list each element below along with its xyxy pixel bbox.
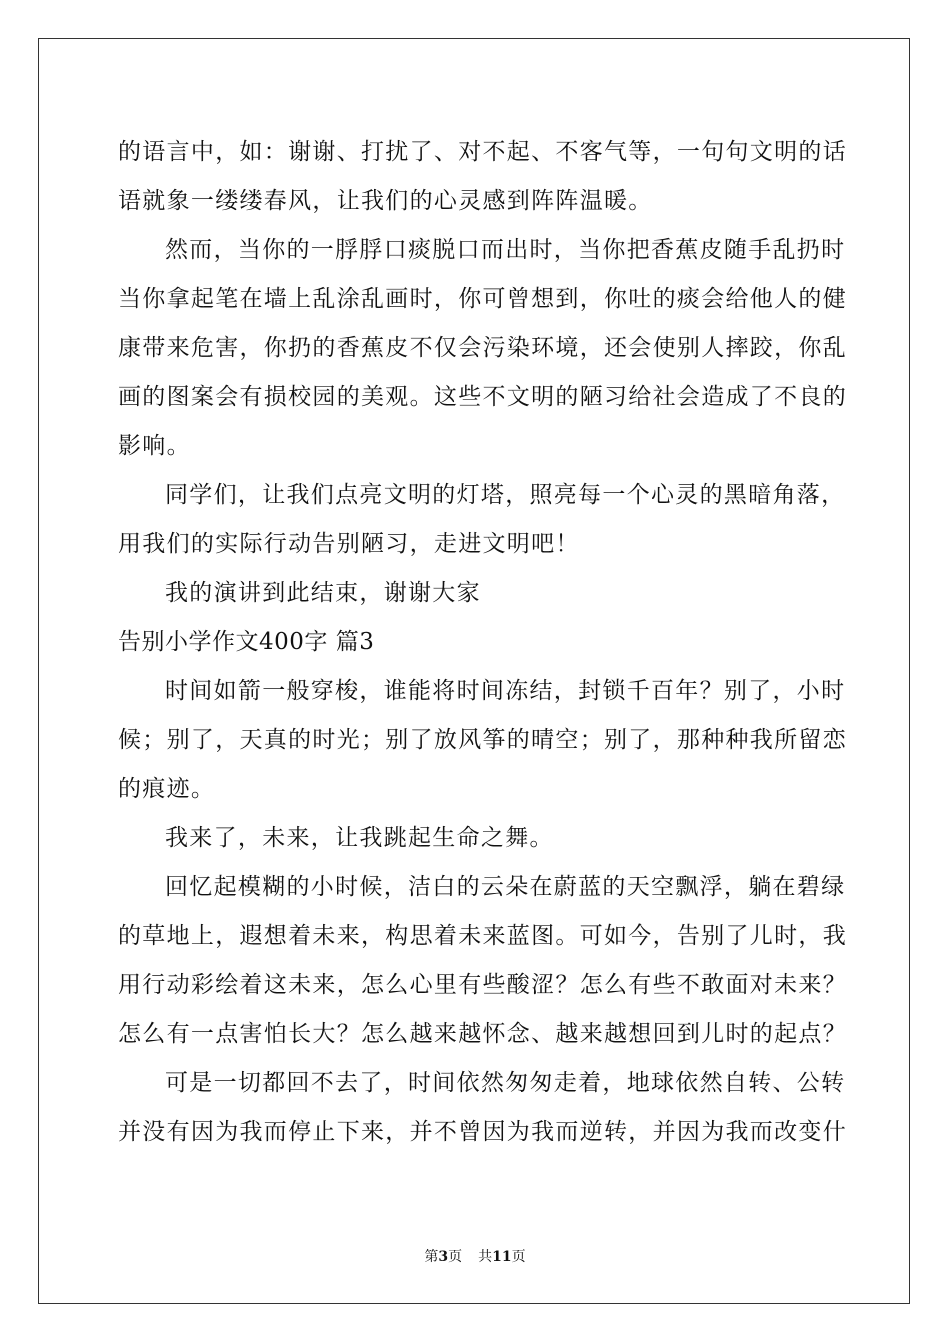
page-footer xyxy=(0,1246,950,1266)
footer-total-prefix: 共 xyxy=(478,1249,493,1265)
paragraph-line: 用行动彩绘着这未来，怎么心里有些酸涩？怎么有些不敢面对未来？ xyxy=(118,972,847,998)
paragraph xyxy=(118,863,847,1059)
paragraph-line: 的痕迹。 xyxy=(118,776,216,802)
paragraph-line: 并没有因为我而停止下来，并不曾因为我而逆转，并因为我而改变什 xyxy=(118,1119,847,1145)
heading-text: 告别小学作文400字 篇3 xyxy=(118,629,375,655)
paragraph-line: 语就象一缕缕春风，让我们的心灵感到阵阵温暖。 xyxy=(118,188,653,214)
footer-total-number: 11 xyxy=(492,1249,512,1265)
footer-page-suffix: 页 xyxy=(448,1249,463,1265)
paragraph-line: 我的演讲到此结束，谢谢大家 xyxy=(165,580,481,606)
paragraph-line: 的草地上，遐想着未来，构思着未来蓝图。可如今，告别了儿时，我 xyxy=(118,923,847,949)
paragraph xyxy=(118,471,846,569)
paragraph xyxy=(118,814,838,863)
paragraph-line: 康带来危害，你扔的香蕉皮不仅会污染环境，还会使别人摔跤，你乱 xyxy=(118,335,847,361)
paragraph-line: 同学们，让我们点亮文明的灯塔，照亮每一个心灵的黑暗角落， xyxy=(165,482,846,508)
document-body xyxy=(118,128,847,1157)
paragraph-line: 的语言中，如：谢谢、打扰了、对不起、不客气等，一句句文明的话 xyxy=(118,139,847,165)
paragraph-line: 影响。 xyxy=(118,433,191,459)
paragraph-line: 我来了，未来，让我跳起生命之舞。 xyxy=(165,825,554,851)
paragraph xyxy=(118,667,847,814)
paragraph-line: 当你拿起笔在墙上乱涂乱画时，你可曾想到，你吐的痰会给他人的健 xyxy=(118,286,847,312)
footer-page-prefix: 第 xyxy=(424,1249,439,1265)
paragraph xyxy=(118,1059,847,1157)
paragraph-line: 用我们的实际行动告别陋习，走进文明吧！ xyxy=(118,531,580,557)
section-heading xyxy=(118,618,838,667)
paragraph xyxy=(118,226,847,471)
paragraph-line: 然而，当你的一脬脬口痰脱口而出时，当你把香蕉皮随手乱扔时 xyxy=(165,237,846,263)
paragraph xyxy=(118,128,847,226)
footer-page-number: 3 xyxy=(438,1249,449,1265)
paragraph-line: 画的图案会有损校园的美观。这些不文明的陋习给社会造成了不良的 xyxy=(118,384,847,410)
paragraph-line: 回忆起模糊的小时候，洁白的云朵在蔚蓝的天空飘浮，躺在碧绿 xyxy=(165,874,846,900)
paragraph-line: 时间如箭一般穿梭，谁能将时间冻结，封锁千百年？别了，小时 xyxy=(165,678,846,704)
paragraph-line: 可是一切都回不去了，时间依然匆匆走着，地球依然自转、公转 xyxy=(165,1070,846,1096)
paragraph-line: 怎么有一点害怕长大？怎么越来越怀念、越来越想回到儿时的起点？ xyxy=(118,1021,847,1047)
paragraph xyxy=(118,569,838,618)
footer-total-suffix: 页 xyxy=(511,1249,526,1265)
paragraph-line: 候；别了，天真的时光；别了放风筝的晴空；别了，那种种我所留恋 xyxy=(118,727,847,753)
